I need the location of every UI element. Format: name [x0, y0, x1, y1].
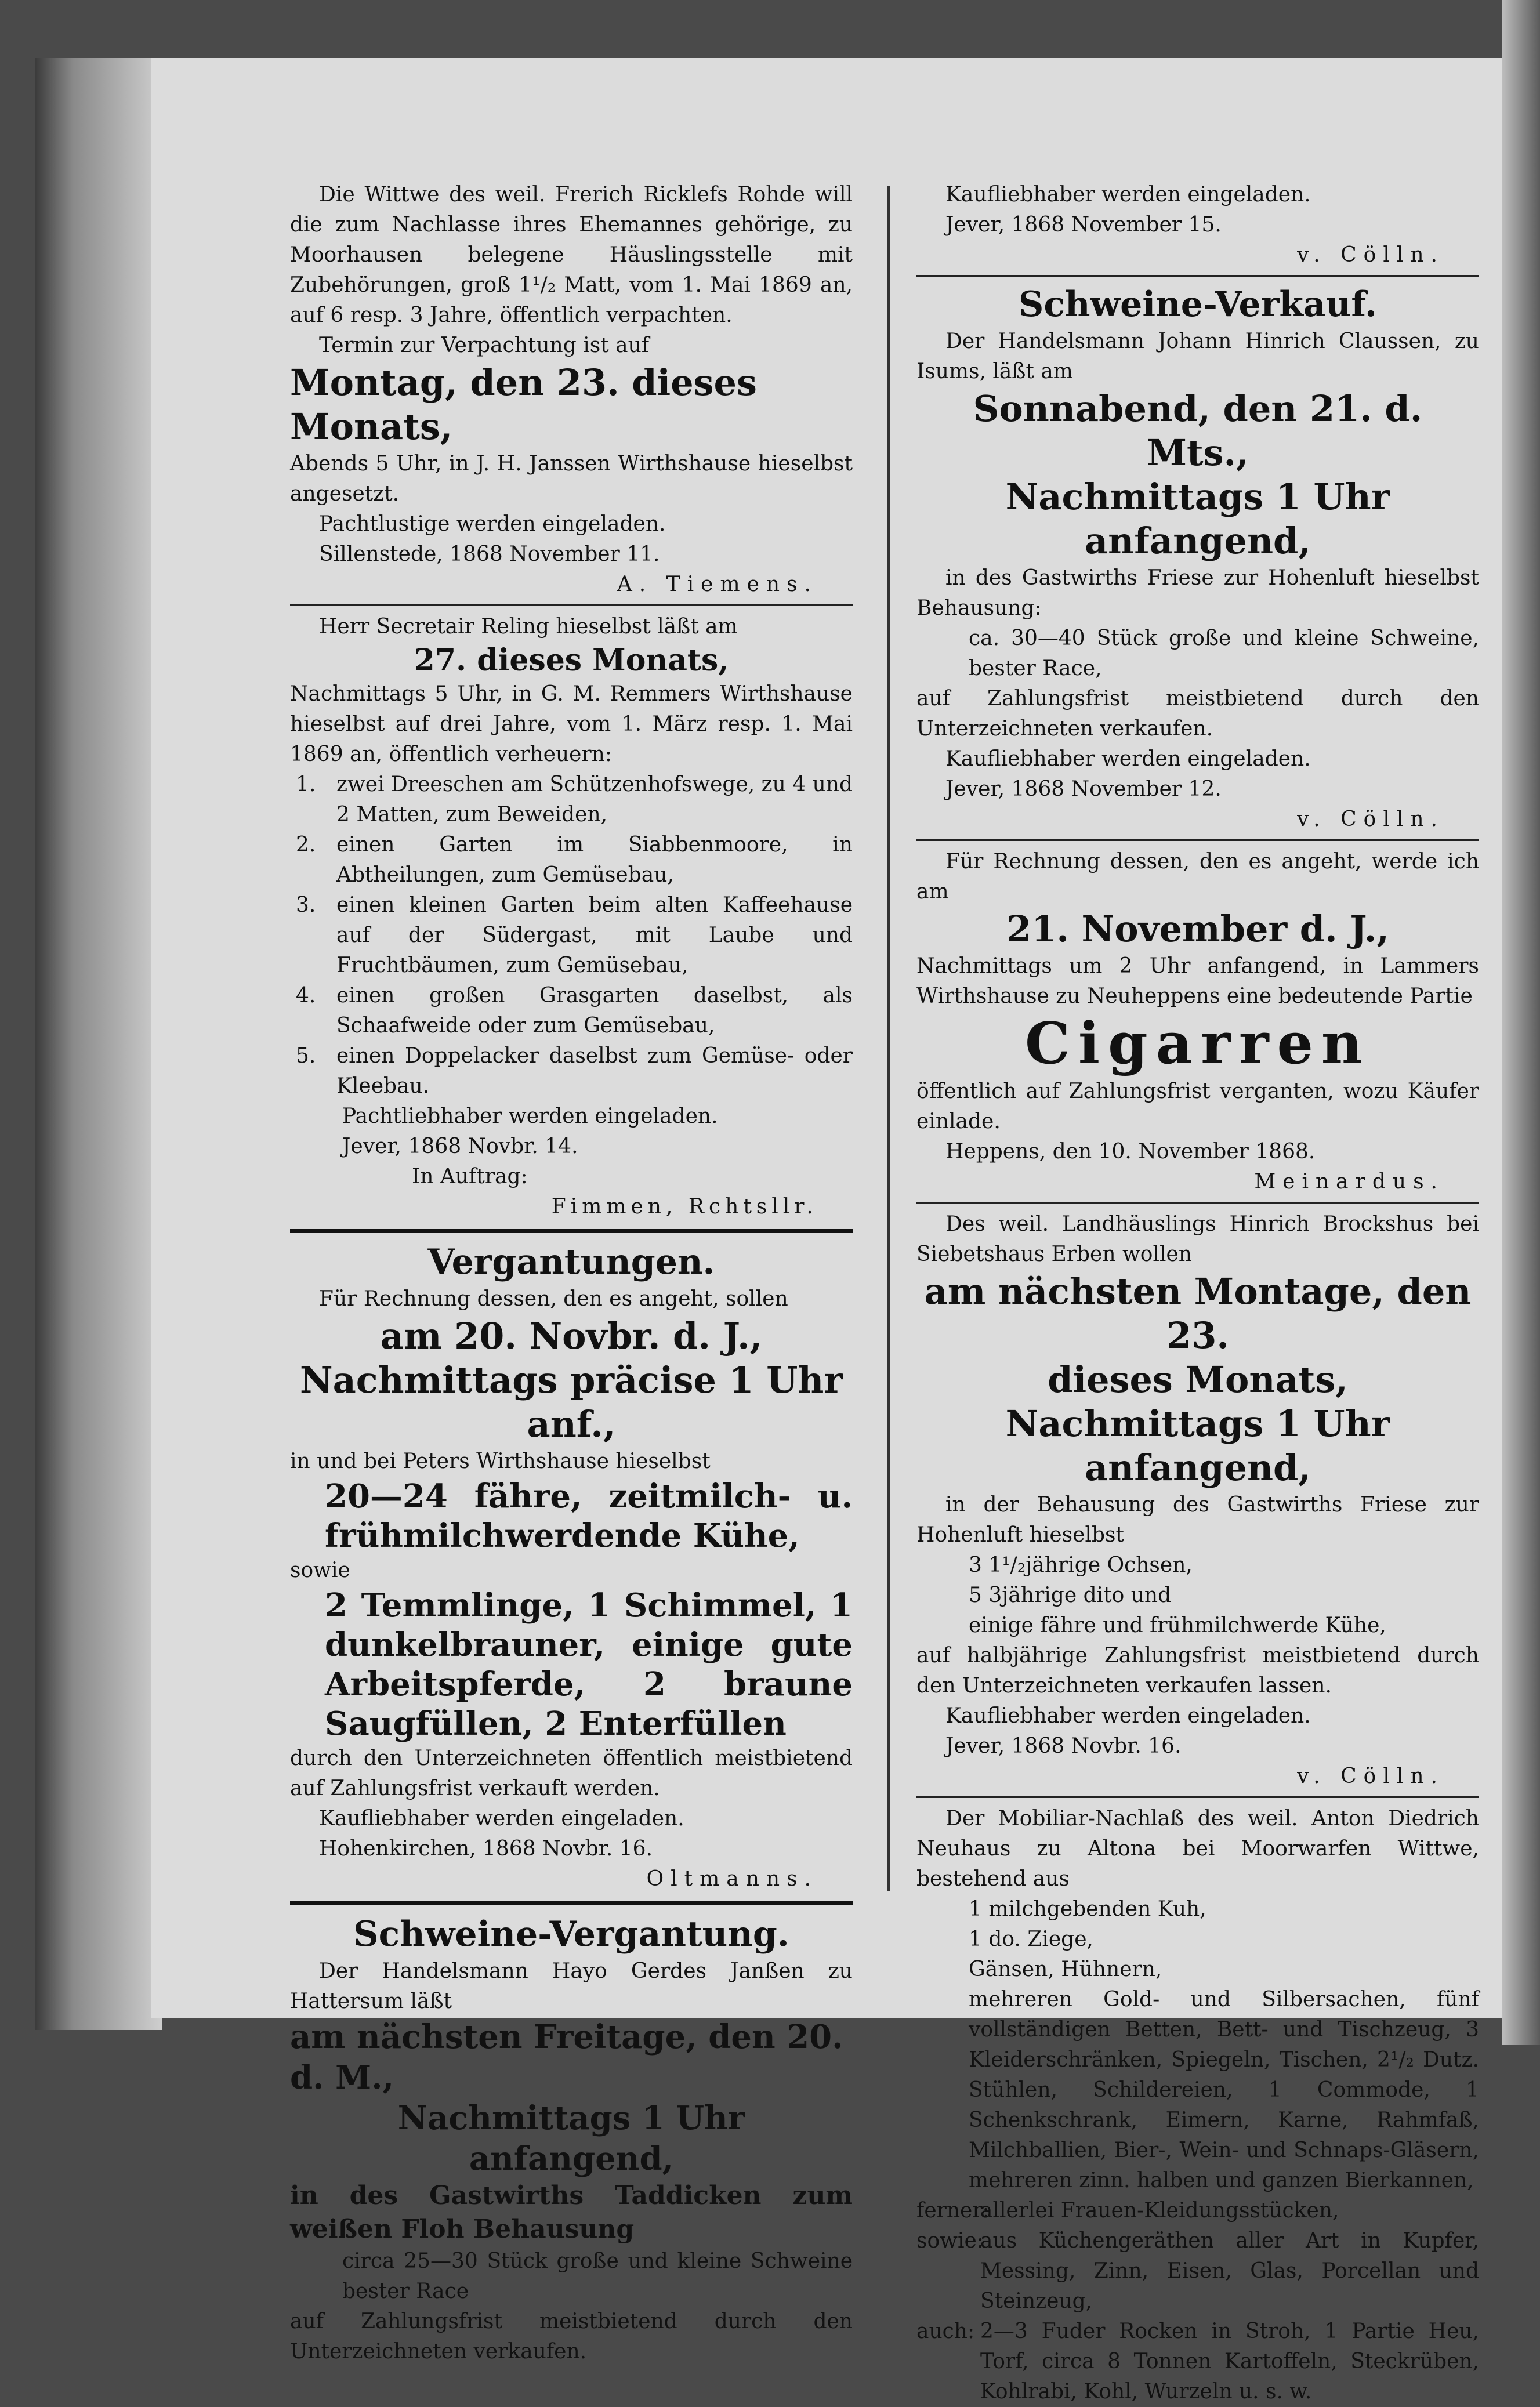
goods-item: 1 milchgebenden Kuh,	[969, 1897, 1206, 1921]
notice-text: öffentlich auf Zahlungsfrist verganten, wozu Käufer einlade.	[916, 1079, 1479, 1133]
notice-place: Abends 5 Uhr, in J. H. Janssen Wirthshause hieselbst angesetzt.	[290, 452, 853, 506]
notice-goods: 20—24 fähre, zeitmilch- u. frühmilchwerdende Kühe,	[325, 1477, 853, 1555]
divider-rule	[916, 1202, 1479, 1204]
notice-location-date: Heppens, den 10. November 1868.	[945, 1140, 1316, 1163]
notice-date: dieses Monats,	[1048, 1358, 1348, 1401]
notice-goods: ca. 30—40 Stück große und kleine Schweine, bester Race,	[969, 626, 1479, 680]
notice-auftrag: In Auftrag:	[412, 1165, 528, 1188]
section-schweine-verkauf	[916, 282, 1479, 835]
notice-time: Nachmittags 1 Uhr anfangend,	[1005, 476, 1390, 562]
notice-text: Nachmittags um 2 Uhr anfangend, in Lammers Wirthshause zu Neuheppens eine bedeutende Partie	[916, 954, 1479, 1008]
list-item: 3. einen kleinen Garten beim alten Kaffeehause auf der Südergast, mit Laube und Fruchtbäumen, zum Gemüsebau,	[296, 893, 853, 977]
list-item: auch: 2—3 Fuder Rocken in Stroh, 1 Partie Heu, Torf, circa 8 Tonnen Kartoffeln, Steckrüben, Kohlrabi, Kohl, Wurzeln u. s. w.	[916, 2317, 1479, 2407]
goods-item: einige fähre und frühmilchwerde Kühe,	[969, 1614, 1386, 1637]
notice-location-date: Jever, 1868 November 12.	[945, 777, 1222, 801]
left-column	[290, 180, 853, 2367]
book-gutter	[1502, 0, 1540, 2044]
list-item: 1. zwei Dreeschen am Schützenhofswege, zu 4 und 2 Matten, zum Beweiden,	[296, 773, 853, 826]
notice-sowie: sowie	[290, 1558, 350, 1582]
section-schweine-vergantung	[290, 1912, 853, 2367]
notice-intro: Der Mobiliar-Nachlaß des weil. Anton Diedrich Neuhaus zu Altona bei Moorwarfen Wittwe, bestehend aus	[916, 1807, 1479, 1891]
divider-rule	[290, 604, 853, 606]
goods-item: 1 do. Ziege,	[969, 1927, 1093, 1951]
notice-signature: v. Cölln.	[1297, 1764, 1444, 1788]
notice-invite: Kaufliebhaber werden eingeladen.	[945, 1704, 1311, 1728]
book-page-edge	[35, 58, 162, 2030]
notice-signature: v. Cölln.	[1297, 243, 1444, 267]
notice-signature: A. Tiemens.	[617, 572, 818, 596]
goods-item: Gänsen, Hühnern,	[969, 1957, 1162, 1981]
notice-place: in des Gastwirths Friese zur Hohenluft hieselbst Behausung:	[916, 566, 1479, 620]
notice-signature: v. Cölln.	[1297, 807, 1444, 831]
notice-location-date: Jever, 1868 November 15.	[945, 213, 1222, 237]
notice-invite: Kaufliebhaber werden eingeladen.	[945, 747, 1311, 771]
notice-neuhaus	[916, 1804, 1479, 2407]
goods-item: 3 1¹/₂jährige Ochsen,	[969, 1553, 1193, 1577]
notice-place: in des Gastwirths Taddicken zum weißen Floh Behausung	[290, 2181, 853, 2244]
notice-text: auf halbjährige Zahlungsfrist meistbietend durch den Unterzeichneten verkaufen lassen.	[916, 1644, 1479, 1698]
notice-location-date: Jever, 1868 Novbr. 14.	[342, 1134, 578, 1158]
notice-date: Montag, den 23. dieses Monats,	[290, 361, 757, 448]
notice-date: 27. dieses Monats,	[414, 643, 729, 678]
notice-date: am 20. Novbr. d. J.,	[380, 1315, 763, 1357]
notice-date: 21. November d. J.,	[1006, 908, 1389, 950]
notice-place: in der Behausung des Gastwirths Friese zur Hohenluft hieselbst	[916, 1493, 1479, 1547]
notice-brockshus	[916, 1209, 1479, 1792]
list-item: ferner: allerlei Frauen-Kleidungsstücken,	[916, 2196, 1479, 2226]
notice-time: Nachmittags präcise 1 Uhr anf.,	[299, 1359, 843, 1445]
section-heading: Schweine-Vergantung.	[353, 1914, 789, 1955]
section-rule	[290, 1229, 853, 1233]
right-column	[916, 180, 1479, 2407]
goods-item: 5 3jährige dito und	[969, 1583, 1172, 1607]
notice-text: durch den Unterzeichneten öffentlich meistbietend auf Zahlungsfrist verkauft werden.	[290, 1746, 853, 1800]
section-rule	[290, 1901, 853, 1905]
notice-text: auf Zahlungsfrist meistbietend durch den Unterzeichneten verkaufen.	[916, 687, 1479, 741]
notice-location-date: Hohenkirchen, 1868 Novbr. 16.	[319, 1837, 653, 1861]
notice-date: Sonnabend, den 21. d. Mts.,	[973, 387, 1423, 474]
divider-rule	[916, 839, 1479, 841]
notice-place: in und bei Peters Wirthshause hieselbst	[290, 1449, 711, 1473]
notice-continuation	[916, 180, 1479, 270]
notice-text: Die Wittwe des weil. Frerich Ricklefs Rohde will die zum Nachlasse ihres Ehemannes gehörige, zu Moorhausen belegene Häuslingsstelle mit Zubehörungen, groß 1¹/₂ Matt, vom 1. Mai 1869 an, auf 6 resp. 3 Jahre, öffentlich verpachten.	[290, 183, 853, 327]
notice-time: Nachmittags 1 Uhr anfangend,	[1005, 1402, 1390, 1489]
list-item: 4. einen großen Grasgarten daselbst, als Schaafweide oder zum Gemüsebau,	[296, 984, 853, 1038]
section-heading: Vergantungen.	[427, 1242, 715, 1282]
notice-invite: Pachtlustige werden eingeladen.	[319, 512, 666, 536]
notice-termin: Termin zur Verpachtung ist auf	[319, 334, 650, 357]
section-vergantungen	[290, 1240, 853, 1894]
notice-signature: Oltmanns.	[646, 1867, 818, 1891]
goods-item: mehreren Gold- und Silbersachen, fünf vollständigen Betten, Bett- und Tischzeug, 3 Kleiderschränken, Spiegeln, Tischen, 2¹/₂ Dutz. Stühlen, Schildereien, 1 Commode, 1 Schenkschrank, Eimern, Karne, Rahmfaß, Milchballien, Bier-, Wein- und Schnaps-Gläsern, mehreren zinn. halben und ganzen Bierkannen,	[969, 1988, 1479, 2192]
item-label: sowie:	[916, 2229, 984, 2253]
notice-reling	[290, 612, 853, 1222]
notice-invite: Pachtliebhaber werden eingeladen.	[342, 1104, 718, 1128]
notice-date: am nächsten Montage, den 23.	[924, 1270, 1472, 1357]
section-heading: Schweine-Verkauf.	[1019, 284, 1377, 325]
notice-signature: Fimmen, Rchtsllr.	[551, 1195, 818, 1219]
notice-intro: Der Handelsmann Hayo Gerdes Janßen zu Hattersum läßt	[290, 1959, 853, 2013]
notice-goods: circa 25—30 Stück große und kleine Schweine bester Race	[342, 2249, 853, 2303]
notice-goods: 2 Temmlinge, 1 Schimmel, 1 dunkelbrauner, einige gute Arbeitspferde, 2 braune Saugfüllen, 2 Enterfüllen	[325, 1586, 853, 1743]
divider-rule	[916, 1796, 1479, 1798]
notice-intro: Für Rechnung dessen, den es angeht, werde ich am	[916, 850, 1479, 904]
notice-product: Cigarren	[1024, 1010, 1371, 1077]
notice-rohde	[290, 180, 853, 600]
notice-text: auf Zahlungsfrist meistbietend durch den Unterzeichneten verkaufen.	[290, 2310, 853, 2364]
notice-invite: Kaufliebhaber werden eingeladen.	[319, 1807, 684, 1830]
notice-cigarren	[916, 847, 1479, 1197]
notice-intro: Herr Secretair Reling hieselbst läßt am	[319, 615, 738, 639]
notice-location-date: Sillenstede, 1868 November 11.	[319, 542, 660, 566]
notice-date: am nächsten Freitage, den 20. d. M.,	[290, 2018, 843, 2097]
notice-location-date: Jever, 1868 Novbr. 16.	[945, 1734, 1182, 1758]
list-item: 2. einen Garten im Siabbenmoore, in Abtheilungen, zum Gemüsebau,	[296, 833, 853, 887]
notice-text: Nachmittags 5 Uhr, in G. M. Remmers Wirthshause hieselbst auf drei Jahre, vom 1. März resp. 1. Mai 1869 an, öffentlich verheuern:	[290, 682, 853, 766]
notice-time: Nachmittags 1 Uhr anfangend,	[397, 2099, 745, 2178]
list-item: 5. einen Doppelacker daselbst zum Gemüse- oder Kleebau.	[296, 1044, 853, 1098]
item-label: ferner:	[916, 2199, 990, 2223]
notice-signature: Meinardus.	[1254, 1170, 1444, 1194]
column-divider	[887, 186, 890, 1891]
divider-rule	[916, 275, 1479, 277]
list-item: sowie: aus Küchengeräthen aller Art in Kupfer, Messing, Zinn, Eisen, Glas, Porcellan und Steinzeug,	[916, 2226, 1479, 2317]
notice-intro: Der Handelsmann Johann Hinrich Claussen, zu Isums, läßt am	[916, 329, 1479, 383]
notice-invite: Kaufliebhaber werden eingeladen.	[945, 183, 1311, 206]
notice-intro: Des weil. Landhäuslings Hinrich Brockshus bei Siebetshaus Erben wollen	[916, 1212, 1479, 1266]
item-label: auch:	[916, 2319, 975, 2343]
notice-intro: Für Rechnung dessen, den es angeht, sollen	[319, 1287, 788, 1311]
